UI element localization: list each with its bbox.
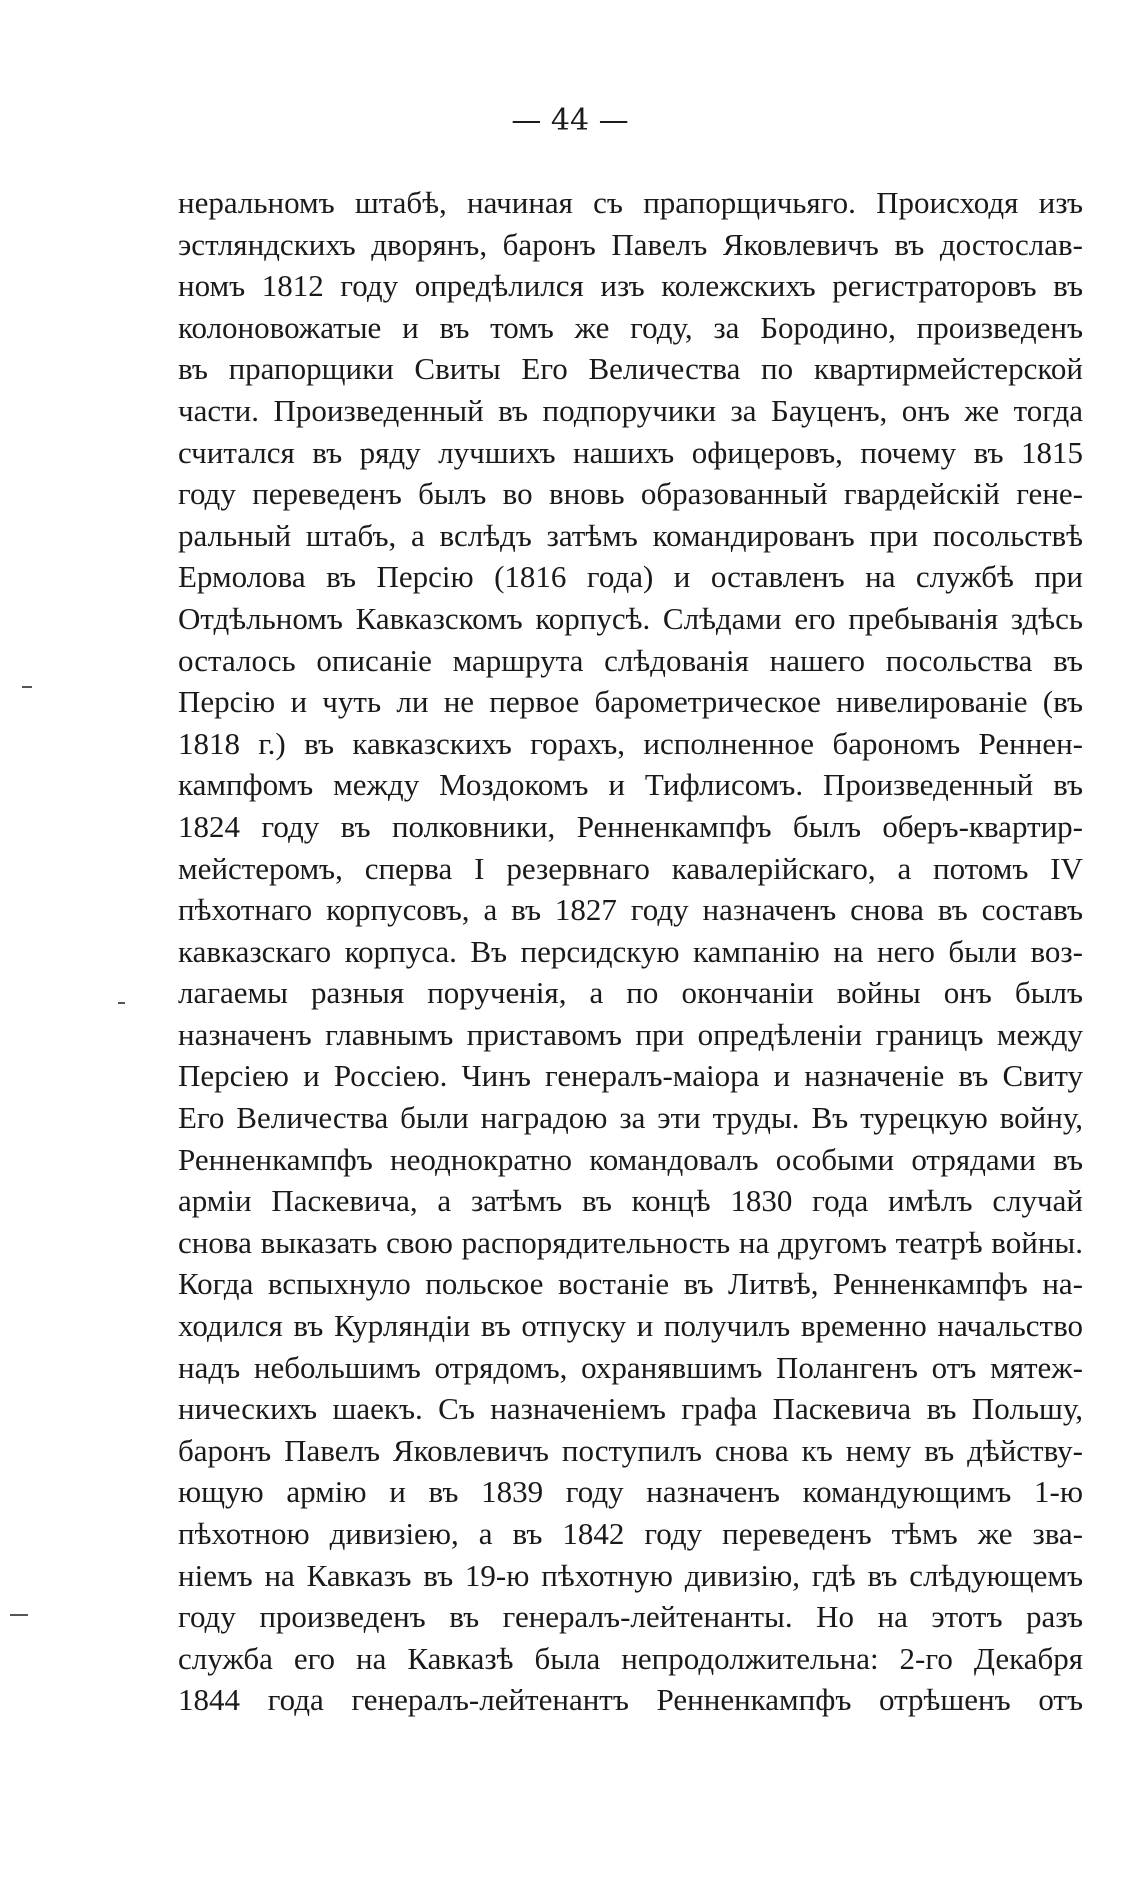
margin-tick-mark: [10, 1614, 28, 1616]
text-line: 1824 году въ полковники, Ренненкампфъ былъ оберъ-квартир-: [178, 808, 1083, 844]
text-line: пѣхотною дивизіею, а въ 1842 году переведенъ тѣмъ же зва-: [178, 1516, 1083, 1551]
text-line: Персіею и Россіею. Чинъ генералъ-маіора и назначеніе въ Свиту: [178, 1058, 1083, 1094]
margin-tick-mark: [22, 686, 32, 688]
text-line: году переведенъ былъ во вновь образованный гвардейскій гене-: [178, 476, 1083, 512]
text-line: мейстеромъ, сперва I резервнаго кавалерійскаго, а потомъ IV: [178, 850, 1083, 886]
text-line: Его Величества были наградою за эти труды. Въ турецкую войну,: [178, 1100, 1083, 1136]
text-line: неральномъ штабѣ, начиная съ прапорщичьяго. Происходя изъ: [178, 185, 1083, 220]
text-line: Ренненкампфъ неоднократно командовалъ особыми отрядами въ: [178, 1141, 1083, 1177]
text-line: году произведенъ въ генералъ-лейтенанты. Но на этотъ разъ: [178, 1599, 1083, 1635]
text-line: 1844 года генералъ-лейтенантъ Ренненкампфъ отрѣшенъ отъ: [178, 1682, 1083, 1718]
text-line: ходился въ Курляндіи въ отпуску и получилъ временно начальство: [178, 1308, 1083, 1344]
margin-tick-mark: [118, 1002, 125, 1004]
text-line: колоновожатые и въ томъ же году, за Бородино, произведенъ: [178, 309, 1083, 345]
text-line: лагаемы разныя порученія, а по окончаніи войны онъ былъ: [178, 975, 1083, 1011]
text-line: въ прапорщики Свиты Его Величества по квартирмейстерской: [178, 351, 1083, 387]
text-line: ющую армію и въ 1839 году назначенъ командующимъ 1-ю: [178, 1474, 1083, 1510]
text-line: назначенъ главнымъ приставомъ при опредѣленіи границъ между: [178, 1016, 1083, 1052]
text-line: арміи Паскевича, а затѣмъ въ концѣ 1830 года имѣлъ случай: [178, 1183, 1083, 1219]
text-line: части. Произведенный въ подпоручики за Бауценъ, онъ же тогда: [178, 392, 1083, 428]
body-text: [178, 182, 1083, 1721]
text-line: снова выказать свою распорядительность на другомъ театрѣ войны.: [178, 1224, 1083, 1260]
text-line: номъ 1812 году опредѣлился изъ колежскихъ регистраторовъ въ: [178, 268, 1083, 304]
text-line: баронъ Павелъ Яковлевичъ поступилъ снова къ нему въ дѣйству-: [178, 1432, 1083, 1468]
text-line: эстляндскихъ дворянъ, баронъ Павелъ Яковлевичъ въ достослав-: [178, 226, 1083, 262]
text-line: ральный штабъ, а вслѣдъ затѣмъ командированъ при посольствѣ: [178, 517, 1083, 553]
text-line: Когда вспыхнуло польское востаніе въ Литвѣ, Ренненкампфъ на-: [178, 1266, 1083, 1302]
text-line: Персію и чуть ли не первое барометрическое нивелированіе (въ: [178, 684, 1083, 720]
text-line: пѣхотнаго корпусовъ, а въ 1827 году назначенъ снова въ составъ: [178, 892, 1083, 928]
text-line: ніемъ на Кавказъ въ 19-ю пѣхотную дивизію, гдѣ въ слѣдующемъ: [178, 1557, 1083, 1593]
text-line: 1818 г.) въ кавказскихъ горахъ, исполненное барономъ Реннен-: [178, 725, 1083, 761]
text-line: служба его на Кавказѣ была непродолжительна: 2-го Декабря: [178, 1640, 1083, 1676]
text-line: Ермолова въ Персію (1816 года) и оставленъ на службѣ при: [178, 559, 1083, 595]
text-line: надъ небольшимъ отрядомъ, охранявшимъ Полангенъ отъ мятеж-: [178, 1349, 1083, 1385]
text-line: кампфомъ между Моздокомъ и Тифлисомъ. Произведенный въ: [178, 767, 1083, 803]
text-line: считался въ ряду лучшихъ нашихъ офицеровъ, почему въ 1815: [178, 434, 1083, 470]
text-line: кавказскаго корпуса. Въ персидскую кампанію на него были воз-: [178, 933, 1083, 969]
text-line: ническихъ шаекъ. Съ назначеніемъ графа Паскевича въ Польшу,: [178, 1391, 1083, 1427]
text-line: Отдѣльномъ Кавказскомъ корпусѣ. Слѣдами его пребыванія здѣсь: [178, 600, 1083, 636]
page-number: — 44 —: [511, 103, 629, 138]
text-line: осталось описаніе маршрута слѣдованія нашего посольства въ: [178, 642, 1083, 678]
